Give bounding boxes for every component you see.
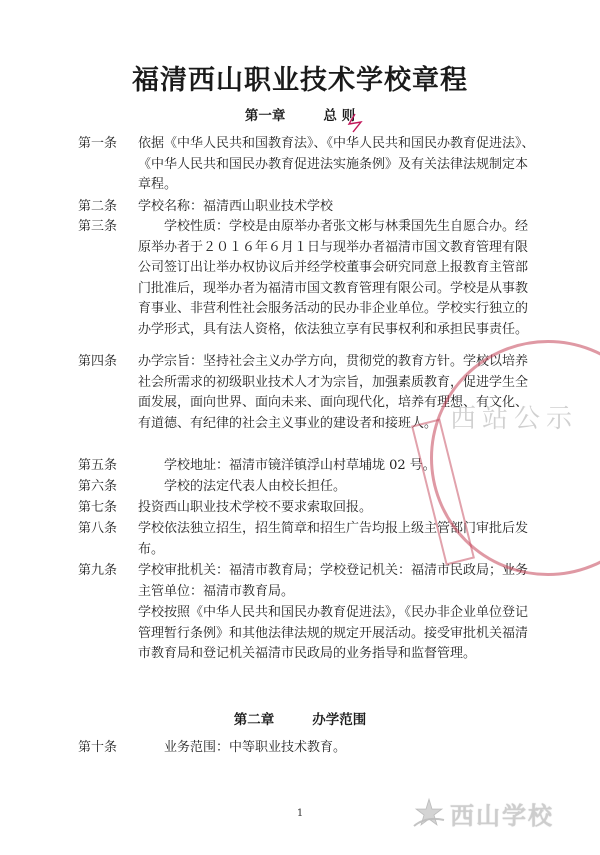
article-number: 第二条 bbox=[78, 199, 118, 214]
article-number: 第六条 bbox=[78, 479, 118, 494]
article-number: 第三条 bbox=[78, 219, 118, 234]
article-3 bbox=[78, 217, 538, 341]
article-text: 学校性质：学校是由原举办者张文彬与林秉国先生自愿合办。经原举办者于２０１６年６月１日与现举办者福清市国文教育管理有限公司签订出让举办权协议后并经学校董事会研究同意上报教育主管部门批准后，现举办者为福清市国文教育管理有限公司。学校是从事教育事业、非营利性社会服务活动的民办非企业单位。学校实行独立的办学形式，具有法人资格，依法独立享有民事权利和承担民事责任。 bbox=[138, 219, 529, 337]
article-10 bbox=[78, 738, 538, 759]
article-number: 第四条 bbox=[78, 354, 118, 369]
article-text: 投资西山职业技术学校不要求索取回报。 bbox=[138, 500, 373, 515]
article-number: 第五条 bbox=[78, 458, 118, 473]
pen-mark-icon bbox=[345, 112, 365, 134]
article-text: 学校的法定代表人由校长担任。 bbox=[164, 479, 347, 494]
article-number: 第一条 bbox=[78, 136, 118, 151]
article-text: 学校名称：福清西山职业技术学校 bbox=[138, 199, 334, 214]
article-text: 学校地址：福清市镜洋镇浮山村草埔垅 02 号。 bbox=[164, 458, 436, 473]
article-number: 第十条 bbox=[78, 740, 118, 755]
logo-text: 西山学校 bbox=[450, 801, 554, 830]
chapter-label: 第二章 bbox=[233, 712, 275, 728]
article-2 bbox=[78, 197, 538, 218]
article-number: 第八条 bbox=[78, 521, 118, 536]
article-number: 第七条 bbox=[78, 500, 118, 515]
chapter-heading-2 bbox=[0, 708, 600, 728]
article-text: 业务范围：中等职业技术教育。 bbox=[164, 740, 347, 755]
article-1 bbox=[78, 134, 538, 196]
chapter-label: 第一章 bbox=[244, 108, 286, 124]
swoosh-star-icon bbox=[412, 796, 446, 830]
article-9-continuation: 学校按照《中华人民共和国民办教育促进法》，《民办非企业单位登记管理暂行条例》和其他法律法规的规定开展活动。接受审批机关福清市教育局和登记机关福清市民政局的业务指导和监督管理。 bbox=[138, 605, 529, 662]
watermark-text: 西站公示 bbox=[450, 404, 579, 434]
article-text: 学校依法独立招生，招生简章和招生广告均报上级主管部门审批后发布。 bbox=[138, 521, 529, 557]
article-text: 办学宗旨：坚持社会主义办学方向，贯彻党的教育方针。学校以培养社会所需求的初级职业技术人才为宗旨，加强素质教育，促进学生全面发展，面向世界、面向未来、面向现代化，培养有理想、有文化、有道德、有纪律的社会主义事业的建设者和接班人。 bbox=[138, 354, 529, 431]
article-9 bbox=[78, 561, 538, 602]
chapter-name: 办学范围 bbox=[312, 712, 367, 728]
school-logo bbox=[412, 793, 554, 833]
page-number: 1 bbox=[296, 808, 304, 819]
article-text: 依据《中华人民共和国教育法》、《中华人民共和国民办教育促进法》、《中华人民共和国民办教育促进法实施条例》及有关法律法规制定本章程。 bbox=[138, 136, 535, 193]
document-title: 福清西山职业技术学校章程 bbox=[132, 65, 468, 96]
article-number: 第九条 bbox=[78, 563, 118, 578]
chapter-name: 总 则 bbox=[323, 108, 356, 124]
article-text: 学校审批机关：福清市教育局；学校登记机关：福清市民政局；业务主管单位：福清市教育局。 bbox=[138, 563, 529, 599]
chapter-heading-1 bbox=[0, 104, 600, 124]
